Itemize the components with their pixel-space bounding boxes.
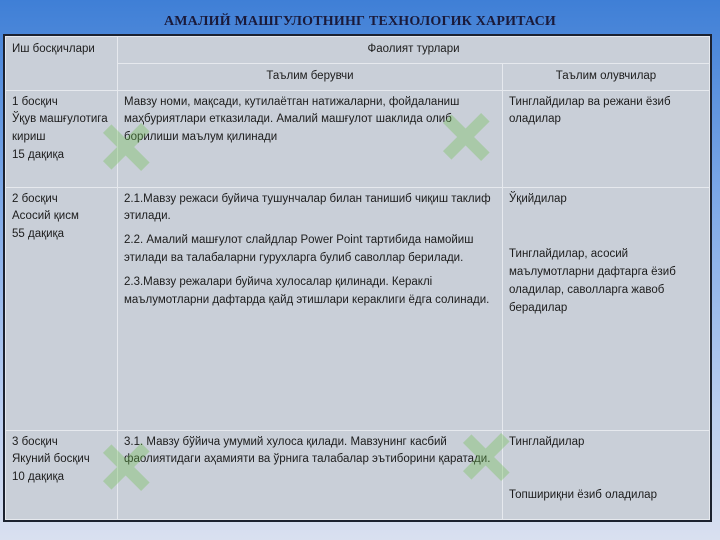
stage-cell: 1 босқич Ўқув машғулотига кириш 15 дақиқа (6, 90, 118, 187)
teacher-cell: Мавзу номи, мақсади, кутилаётган натижаларни, фойдаланиш маҳбуриятлари етказилади. Амалий машғулот шаклида олиб борилиши маълум қилинади (118, 90, 503, 187)
students-cell: Ўқийдилар Тинглайдилар, асосий маълумотларни дафтарга ёзиб оладилар, саволларга жавоб берадилар (503, 187, 710, 430)
header-stages: Иш босқичлари (6, 37, 118, 91)
table-row (6, 430, 710, 519)
header-teacher: Таълим берувчи (118, 63, 503, 90)
table-row (6, 187, 710, 430)
students-cell: Тинглайдилар ва режани ёзиб оладилар (503, 90, 710, 187)
table-row (6, 90, 710, 187)
technology-map-table (3, 34, 712, 522)
teacher-cell: 2.1.Мавзу режаси буйича тушунчалар билан танишиб чиқиш таклиф этилади. 2.2. Амалий машғулот слайдлар Power Point тартибида намойиш этилади ва талабаларни гурухларга булиб саволлар берилади. 2.3.Мавзу режалари буйича хулосалар қилинади. Кераклi маълумотларни дафтарда қайд этишлари кераклиги ёдга солинади. (118, 187, 503, 430)
students-cell: Тинглайдилар Топшириқни ёзиб оладилар (503, 430, 710, 519)
stage-cell: 2 босқич Асосий қисм 55 дақиқа (6, 187, 118, 430)
slide-title: АМАЛИЙ МАШГУЛОТНИНГ ТЕХНОЛОГИК ХАРИТАСИ (163, 14, 557, 29)
stage-cell: 3 босқич Якуний босқич 10 дақиқа (6, 430, 118, 519)
header-activities: Фаолият турлари (118, 37, 710, 64)
teacher-cell: 3.1. Мавзу бўйича умумий хулоса қилади. Мавзунинг касбий фаолиятидаги аҳамияти ва ўрнига талабалар эътиборини қаратади. (118, 430, 503, 519)
header-students: Таълим олувчилар (503, 63, 710, 90)
